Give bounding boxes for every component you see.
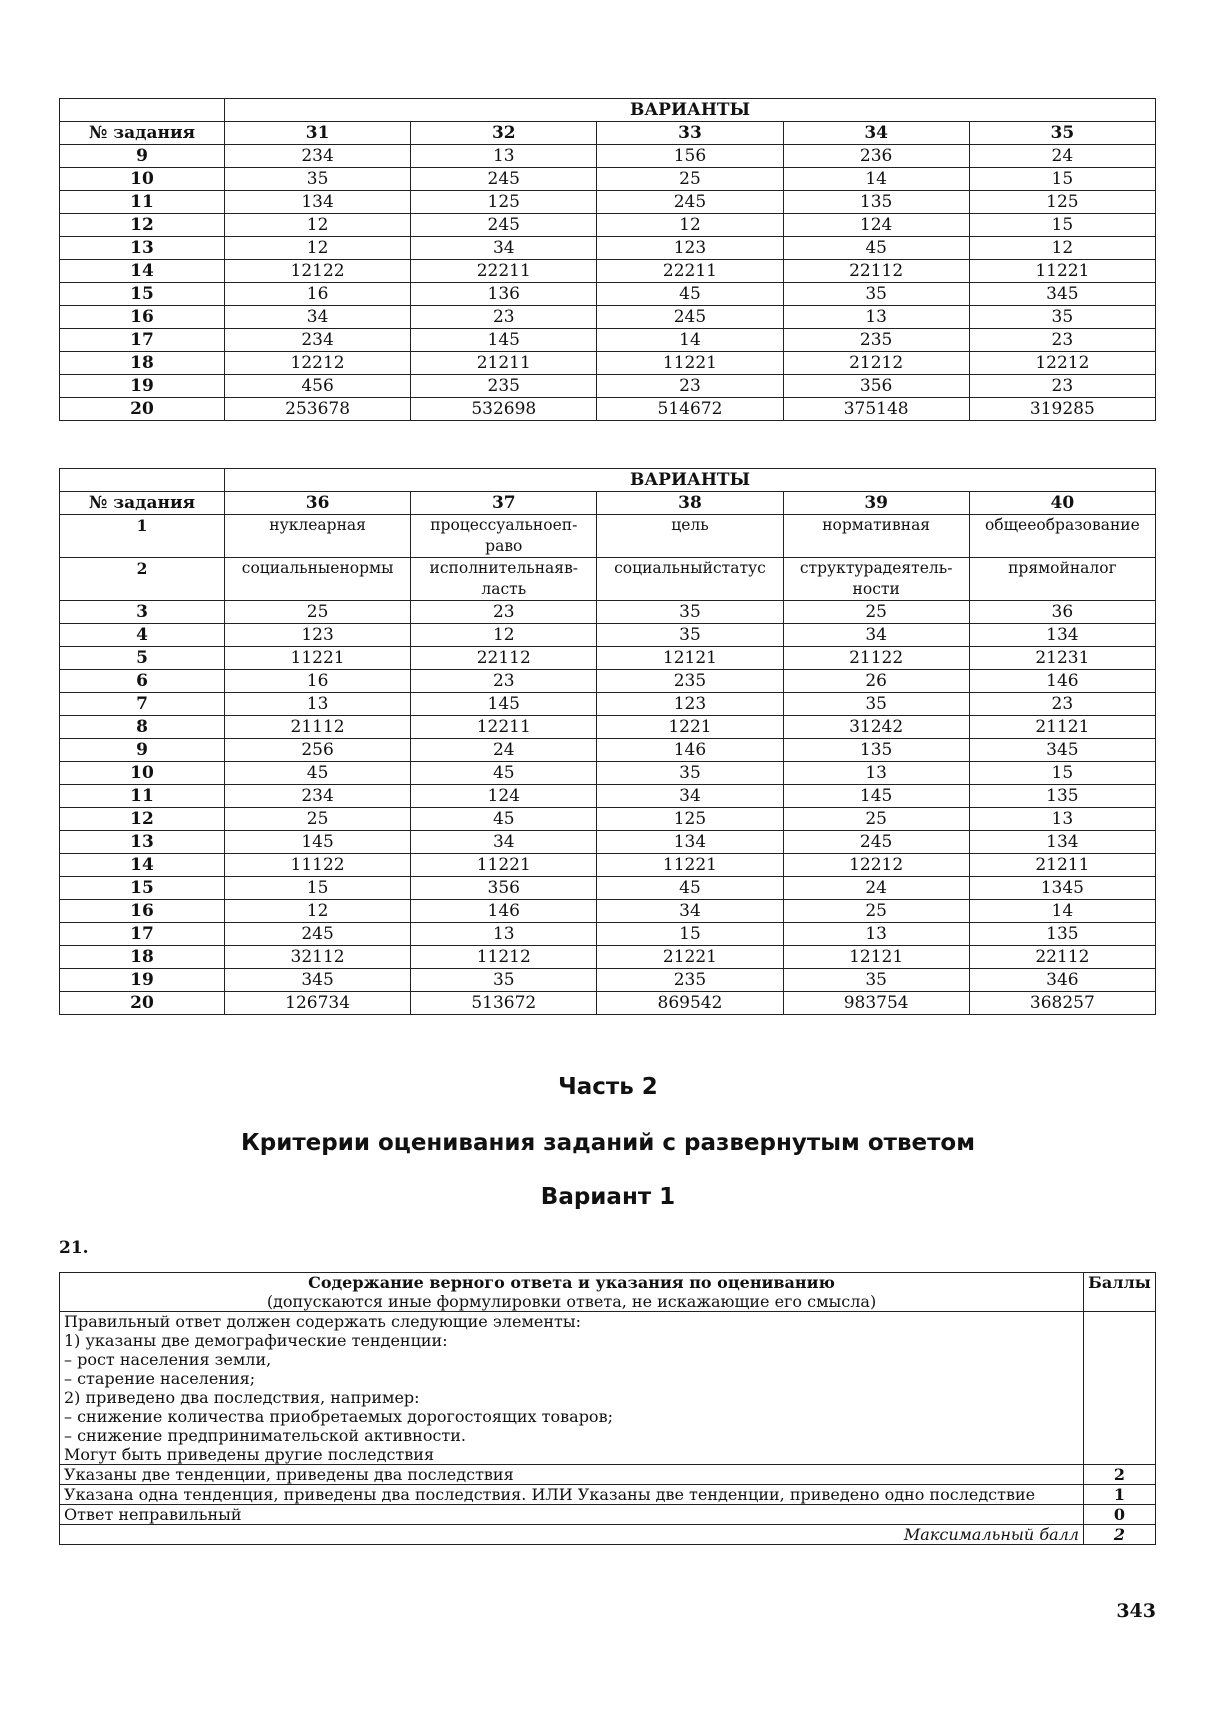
table-row [60, 214, 1156, 237]
task-number-cell: 6 [60, 670, 225, 693]
answer-cell: 13 [969, 808, 1155, 831]
answer-cell: 12 [597, 214, 783, 237]
answer-cell: 146 [411, 900, 597, 923]
answer-cell [411, 515, 597, 558]
answer-cell [783, 558, 969, 601]
empty-corner-cell [60, 469, 225, 492]
score-row [60, 1505, 1156, 1525]
answer-cell: 532698 [411, 398, 597, 421]
answer-element-line: – снижение количества приобретаемых дорогостоящих товаров; [64, 1407, 613, 1426]
answer-cell: 345 [225, 969, 411, 992]
answer-cell: 23 [411, 670, 597, 693]
variant-number-header: 37 [411, 492, 597, 515]
task-number-cell: 14 [60, 854, 225, 877]
answer-cell: 25 [597, 168, 783, 191]
answer-cell: 45 [411, 762, 597, 785]
variant-number-header: 32 [411, 122, 597, 145]
task-number-cell: 9 [60, 739, 225, 762]
answer-line: процессуальноеп- [430, 516, 578, 534]
answer-cell: 319285 [969, 398, 1155, 421]
task-number-cell: 14 [60, 260, 225, 283]
answer-cell: 356 [783, 375, 969, 398]
task-number: 21. [59, 1238, 89, 1258]
answer-cell: 45 [225, 762, 411, 785]
table-row [60, 923, 1156, 946]
answer-cell: 123 [225, 624, 411, 647]
answer-cell: 15 [969, 214, 1155, 237]
answer-element-line: – рост населения земли, [64, 1350, 272, 1369]
answer-cell: 35 [783, 969, 969, 992]
answer-cell: 235 [597, 969, 783, 992]
answer-cell: 253678 [225, 398, 411, 421]
task-number-cell: 16 [60, 900, 225, 923]
answer-cell: 24 [969, 145, 1155, 168]
table-header-row [60, 469, 1156, 492]
answer-line: нормативная [822, 516, 931, 534]
task-number-cell: 16 [60, 306, 225, 329]
answer-cell: 245 [597, 306, 783, 329]
answer-cell: 16 [225, 670, 411, 693]
answer-cell: 13 [225, 693, 411, 716]
answer-cell: 45 [783, 237, 969, 260]
answer-cell [969, 515, 1155, 558]
answer-cell: 156 [597, 145, 783, 168]
answer-cell: 13 [783, 306, 969, 329]
answer-cell: 45 [597, 877, 783, 900]
answer-cell: 24 [411, 739, 597, 762]
answer-cell: 1345 [969, 877, 1155, 900]
answer-line: прямойналог [1008, 559, 1117, 577]
task-number-cell: 15 [60, 283, 225, 306]
answer-cell: 34 [411, 237, 597, 260]
task-number-cell: 1 [60, 515, 225, 558]
answer-element-line: 1) указаны две демографические тенденции: [64, 1331, 448, 1350]
answer-cell: 983754 [783, 992, 969, 1015]
answer-cell: 34 [225, 306, 411, 329]
task-number-cell: 19 [60, 969, 225, 992]
answer-cell: 35 [969, 306, 1155, 329]
table-row [60, 900, 1156, 923]
answer-cell: 21122 [783, 647, 969, 670]
task-number-header: № задания [60, 122, 225, 145]
answer-cell: 123 [597, 237, 783, 260]
answer-line: общееобразование [984, 516, 1140, 534]
answer-line: ности [852, 580, 900, 598]
answer-cell: 23 [969, 329, 1155, 352]
answer-cell: 245 [225, 923, 411, 946]
answer-cell: 12 [411, 624, 597, 647]
answer-cell: 21212 [783, 352, 969, 375]
answer-cell: 34 [597, 785, 783, 808]
task-number-cell: 4 [60, 624, 225, 647]
task-number-cell: 8 [60, 716, 225, 739]
task-number-cell: 20 [60, 398, 225, 421]
criteria-header-line: (допускаются иные формулировки ответа, не искажающие его смысла) [266, 1292, 877, 1311]
score-row [60, 1465, 1156, 1485]
answer-line: ласть [481, 580, 527, 598]
table-row [60, 306, 1156, 329]
answer-cell: 12212 [783, 854, 969, 877]
table-row [60, 831, 1156, 854]
max-score-row [60, 1525, 1156, 1545]
answer-cell: 513672 [411, 992, 597, 1015]
answer-cell: 13 [783, 762, 969, 785]
answer-cell: 375148 [783, 398, 969, 421]
task-number-cell: 12 [60, 808, 225, 831]
variant-number-header: 38 [597, 492, 783, 515]
answer-cell: 21231 [969, 647, 1155, 670]
answer-cell: 135 [783, 739, 969, 762]
answer-cell: 21121 [969, 716, 1155, 739]
answer-cell: 345 [969, 739, 1155, 762]
task-number-cell: 17 [60, 329, 225, 352]
answer-line: исполнительнаяв- [429, 559, 579, 577]
task-number-cell: 12 [60, 214, 225, 237]
answer-cell: 134 [969, 624, 1155, 647]
answer-cell: 125 [411, 191, 597, 214]
table-row [60, 854, 1156, 877]
table-row [60, 352, 1156, 375]
task-number-cell: 3 [60, 601, 225, 624]
variant-number-header: 33 [597, 122, 783, 145]
task-number-cell: 18 [60, 946, 225, 969]
answer-cell: 24 [783, 877, 969, 900]
answer-cell: 123 [597, 693, 783, 716]
answer-element-line: – снижение предпринимательской активности. [64, 1426, 467, 1445]
table-row [60, 558, 1156, 601]
table-row [60, 808, 1156, 831]
answer-cell: 236 [783, 145, 969, 168]
variant-number-header: 31 [225, 122, 411, 145]
answer-cell: 368257 [969, 992, 1155, 1015]
answer-cell: 25 [783, 601, 969, 624]
answer-elements-row [60, 1312, 1156, 1465]
table-row [60, 670, 1156, 693]
variant-number-header: 35 [969, 122, 1155, 145]
answer-cell: 245 [597, 191, 783, 214]
answer-cell: 12211 [411, 716, 597, 739]
criteria-header-row [60, 1273, 1156, 1312]
answer-cell [783, 515, 969, 558]
answer-cell [411, 558, 597, 601]
answer-cell [225, 558, 411, 601]
criteria-title: Критерии оценивания заданий с развернутым ответом [240, 1130, 976, 1156]
table-row [60, 762, 1156, 785]
answer-element-line: Могут быть приведены другие последствия [64, 1445, 435, 1464]
answer-cell: 126734 [225, 992, 411, 1015]
criteria-table [59, 1272, 1156, 1545]
answer-cell: 346 [969, 969, 1155, 992]
answer-cell: 356 [411, 877, 597, 900]
answer-cell: 26 [783, 670, 969, 693]
score-criterion: Указана одна тенденция, приведены два последствия. ИЛИ Указаны две тенденции, приведено одно последствие [60, 1485, 1084, 1505]
answer-cell: 14 [969, 900, 1155, 923]
answer-cell: 11122 [225, 854, 411, 877]
answer-cell: 15 [225, 877, 411, 900]
answer-cell: 13 [783, 923, 969, 946]
answer-cell: 23 [969, 375, 1155, 398]
answer-cell: 35 [411, 969, 597, 992]
table-row [60, 237, 1156, 260]
task-number-cell: 2 [60, 558, 225, 601]
answer-cell: 21211 [411, 352, 597, 375]
answer-cell: 12 [225, 900, 411, 923]
answer-cell: 23 [411, 601, 597, 624]
answer-cell: 135 [969, 923, 1155, 946]
part-title: Часть 2 [558, 1074, 658, 1100]
variant-title: Вариант 1 [540, 1184, 676, 1210]
answer-cell: 22112 [411, 647, 597, 670]
answer-cell: 35 [597, 762, 783, 785]
max-score-value: 2 [1084, 1525, 1156, 1545]
answer-line: раво [485, 537, 523, 555]
answer-cell: 14 [597, 329, 783, 352]
task-number-header: № задания [60, 492, 225, 515]
table-row [60, 375, 1156, 398]
answer-cell: 22112 [969, 946, 1155, 969]
answer-cell: 15 [969, 762, 1155, 785]
variants-header: ВАРИАНТЫ [225, 99, 1156, 122]
answer-cell [225, 515, 411, 558]
task-number-cell: 18 [60, 352, 225, 375]
empty-corner-cell [60, 99, 225, 122]
answer-cell: 31242 [783, 716, 969, 739]
answer-cell: 245 [783, 831, 969, 854]
variant-numbers-row [60, 492, 1156, 515]
variant-numbers-row [60, 122, 1156, 145]
task-number-cell: 13 [60, 831, 225, 854]
task-number-cell: 17 [60, 923, 225, 946]
answer-cell: 36 [969, 601, 1155, 624]
table-row [60, 168, 1156, 191]
answer-cell: 35 [597, 624, 783, 647]
answer-cell: 134 [225, 191, 411, 214]
answer-cell: 235 [783, 329, 969, 352]
answer-elements-cell [60, 1312, 1084, 1465]
criteria-header-line: Содержание верного ответа и указания по оцениванию [308, 1273, 835, 1292]
answer-cell: 15 [969, 168, 1155, 191]
answer-line: социальныенормы [241, 559, 394, 577]
answer-cell: 34 [597, 900, 783, 923]
points-header: Баллы [1084, 1273, 1156, 1312]
score-row [60, 1485, 1156, 1505]
answer-cell: 235 [597, 670, 783, 693]
answer-line: структурадеятель- [799, 559, 953, 577]
answer-cell: 145 [225, 831, 411, 854]
table-row [60, 785, 1156, 808]
task-number-cell: 10 [60, 762, 225, 785]
variants-header: ВАРИАНТЫ [225, 469, 1156, 492]
answer-cell: 25 [783, 900, 969, 923]
answer-cell: 35 [225, 168, 411, 191]
answer-cell: 1221 [597, 716, 783, 739]
variant-number-header: 39 [783, 492, 969, 515]
answer-cell: 12212 [225, 352, 411, 375]
answer-cell: 11221 [969, 260, 1155, 283]
answer-line: цель [671, 516, 709, 534]
answer-cell: 35 [597, 601, 783, 624]
answer-cell: 135 [783, 191, 969, 214]
answer-cell: 136 [411, 283, 597, 306]
answer-cell: 13 [411, 923, 597, 946]
answer-cell: 135 [969, 785, 1155, 808]
answer-cell: 256 [225, 739, 411, 762]
answer-cell: 25 [783, 808, 969, 831]
answer-cell: 21112 [225, 716, 411, 739]
table-row [60, 624, 1156, 647]
task-number-cell: 11 [60, 785, 225, 808]
answer-cell: 35 [783, 693, 969, 716]
answer-cell: 11212 [411, 946, 597, 969]
answer-cell: 11221 [411, 854, 597, 877]
answer-line: нуклеарная [269, 516, 366, 534]
answer-cell: 145 [411, 329, 597, 352]
answer-cell: 245 [411, 214, 597, 237]
variant-number-header: 34 [783, 122, 969, 145]
answer-cell: 456 [225, 375, 411, 398]
answer-element-line: Правильный ответ должен содержать следующие элементы: [64, 1312, 582, 1331]
table-header-row [60, 99, 1156, 122]
answer-cell: 34 [783, 624, 969, 647]
answer-cell: 124 [783, 214, 969, 237]
table-row [60, 329, 1156, 352]
table-row [60, 283, 1156, 306]
answer-cell: 21211 [969, 854, 1155, 877]
table-row [60, 716, 1156, 739]
answer-cell: 245 [411, 168, 597, 191]
answer-cell: 23 [597, 375, 783, 398]
answer-cell: 22211 [411, 260, 597, 283]
table-row [60, 398, 1156, 421]
answer-cell: 11221 [597, 854, 783, 877]
answer-cell: 12212 [969, 352, 1155, 375]
answer-cell: 32112 [225, 946, 411, 969]
task-number-cell: 9 [60, 145, 225, 168]
table-row [60, 515, 1156, 558]
answer-cell: 146 [597, 739, 783, 762]
answer-cell: 15 [597, 923, 783, 946]
answer-cell: 21221 [597, 946, 783, 969]
answer-cell: 134 [969, 831, 1155, 854]
answer-cell: 124 [411, 785, 597, 808]
answer-cell: 12 [225, 237, 411, 260]
answer-cell: 16 [225, 283, 411, 306]
answer-cell: 345 [969, 283, 1155, 306]
answer-cell: 25 [225, 601, 411, 624]
answer-cell: 235 [411, 375, 597, 398]
answer-cell: 45 [411, 808, 597, 831]
score-points: 0 [1084, 1505, 1156, 1525]
task-number-cell: 20 [60, 992, 225, 1015]
answer-cell: 125 [969, 191, 1155, 214]
answer-element-line: 2) приведено два последствия, например: [64, 1388, 420, 1407]
answer-cell: 514672 [597, 398, 783, 421]
table-row [60, 601, 1156, 624]
answer-cell: 234 [225, 785, 411, 808]
answer-cell: 145 [411, 693, 597, 716]
criteria-content-header [60, 1273, 1084, 1312]
answer-cell: 12 [225, 214, 411, 237]
answer-cell: 234 [225, 145, 411, 168]
table-row [60, 992, 1156, 1015]
score-points: 2 [1084, 1465, 1156, 1485]
answer-cell: 25 [225, 808, 411, 831]
answer-cell: 12121 [597, 647, 783, 670]
table-row [60, 946, 1156, 969]
score-criterion: Указаны две тенденции, приведены два последствия [60, 1465, 1084, 1485]
task-number-cell: 15 [60, 877, 225, 900]
answers-table-variants-31-35 [59, 98, 1156, 421]
variant-number-header: 40 [969, 492, 1155, 515]
page-number: 343 [1116, 1600, 1156, 1622]
answer-cell: 13 [411, 145, 597, 168]
answer-cell: 134 [597, 831, 783, 854]
answer-cell: 14 [783, 168, 969, 191]
answer-cell: 23 [411, 306, 597, 329]
answer-cell: 11221 [225, 647, 411, 670]
table-row [60, 647, 1156, 670]
answer-cell: 146 [969, 670, 1155, 693]
answer-element-line: – старение населения; [64, 1369, 256, 1388]
answers-table-variants-36-40 [59, 468, 1156, 1015]
answer-cell: 45 [597, 283, 783, 306]
task-number-cell: 7 [60, 693, 225, 716]
task-number-cell: 5 [60, 647, 225, 670]
answer-cell: 12122 [225, 260, 411, 283]
table-row [60, 260, 1156, 283]
answer-cell: 11221 [597, 352, 783, 375]
answer-cell: 125 [597, 808, 783, 831]
answer-cell: 869542 [597, 992, 783, 1015]
table-row [60, 693, 1156, 716]
answer-cell: 12 [969, 237, 1155, 260]
max-score-label: Максимальный балл [60, 1525, 1084, 1545]
table-row [60, 969, 1156, 992]
task-number-cell: 11 [60, 191, 225, 214]
answer-cell: 35 [783, 283, 969, 306]
answer-line: социальныйстатус [614, 559, 766, 577]
answer-cell: 22211 [597, 260, 783, 283]
answer-cell: 234 [225, 329, 411, 352]
variant-number-header: 36 [225, 492, 411, 515]
answer-cell: 145 [783, 785, 969, 808]
table-row [60, 145, 1156, 168]
table-row [60, 739, 1156, 762]
table-row [60, 877, 1156, 900]
answer-cell [597, 558, 783, 601]
answer-cell [597, 515, 783, 558]
answer-cell: 23 [969, 693, 1155, 716]
score-criterion: Ответ неправильный [60, 1505, 1084, 1525]
empty-points-cell [1084, 1312, 1156, 1465]
answer-cell: 12121 [783, 946, 969, 969]
answer-cell: 22112 [783, 260, 969, 283]
table-row [60, 191, 1156, 214]
answer-cell [969, 558, 1155, 601]
answer-cell: 34 [411, 831, 597, 854]
task-number-cell: 10 [60, 168, 225, 191]
task-number-cell: 13 [60, 237, 225, 260]
task-number-cell: 19 [60, 375, 225, 398]
score-points: 1 [1084, 1485, 1156, 1505]
